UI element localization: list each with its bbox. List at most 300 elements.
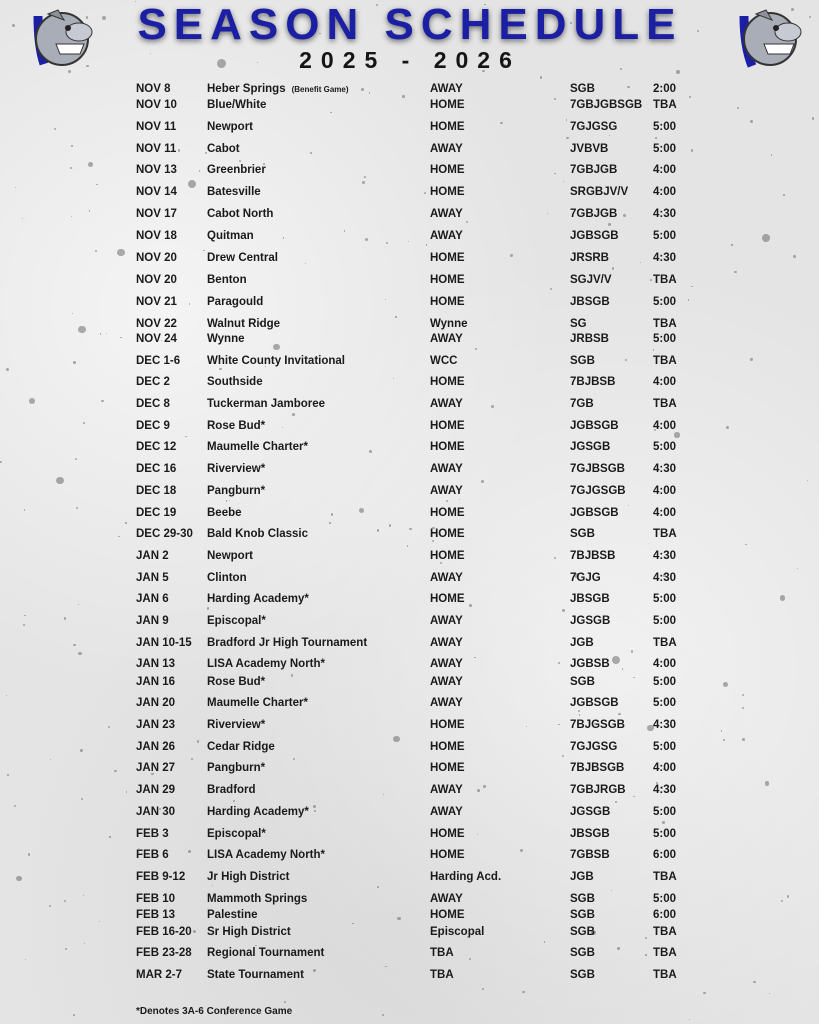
- opponent: Episcopal*: [207, 828, 266, 840]
- opponent: Pangburn*: [207, 762, 266, 774]
- teams: SRGBJV/V: [570, 186, 629, 198]
- game-time: TBA: [653, 947, 677, 959]
- texture-speck: [125, 522, 126, 523]
- texture-speck: [566, 137, 568, 139]
- game-time: 4:30: [653, 463, 677, 475]
- opponent: Regional Tournament: [207, 947, 325, 959]
- game-time: TBA: [653, 926, 677, 938]
- game-time: 5:00: [653, 296, 677, 308]
- game-date: FEB 6: [136, 849, 169, 861]
- teams: JGBSGB: [570, 230, 619, 242]
- schedule-row: [0, 463, 819, 476]
- texture-speck: [734, 271, 737, 274]
- schedule-row: [0, 871, 819, 884]
- opponent: Drew Central: [207, 252, 278, 264]
- game-date: NOV 17: [136, 208, 177, 220]
- game-time: 4:30: [653, 550, 677, 562]
- game-time: 4:30: [653, 572, 677, 584]
- opponent: Episcopal*: [207, 615, 266, 627]
- game-time: 4:30: [653, 719, 677, 731]
- teams: JRBSB: [570, 333, 609, 345]
- game-time: 4:30: [653, 784, 677, 796]
- game-time: TBA: [653, 969, 677, 981]
- opponent: Greenbrier: [207, 164, 266, 176]
- schedule-row: [0, 828, 819, 841]
- teams: SGB: [570, 909, 595, 921]
- season-years: 2025 - 2026: [299, 47, 521, 73]
- schedule-row: [0, 230, 819, 243]
- texture-speck: [674, 432, 679, 437]
- game-date: NOV 22: [136, 318, 177, 330]
- opponent: Quitman: [207, 230, 254, 242]
- schedule-row: [0, 926, 819, 939]
- texture-speck: [219, 368, 221, 370]
- schedule-row: [0, 893, 819, 906]
- game-time: 5:00: [653, 441, 677, 453]
- game-date: NOV 8: [136, 83, 171, 95]
- opponent: Cabot North: [207, 208, 274, 220]
- teams: 7GBJGB: [570, 208, 618, 220]
- game-time: 4:30: [653, 252, 677, 264]
- schedule-row: [0, 83, 819, 96]
- game-note: (Benefit Game): [291, 85, 349, 94]
- game-date: FEB 23-28: [136, 947, 192, 959]
- texture-speck: [615, 801, 617, 803]
- bulldog-logo-left: [24, 6, 96, 72]
- teams: 7GB: [570, 398, 594, 410]
- opponent: Rose Bud*: [207, 676, 266, 688]
- location: TBA: [430, 947, 454, 959]
- teams: JGB: [570, 637, 594, 649]
- teams: SGB: [570, 676, 595, 688]
- texture-speck: [563, 181, 564, 182]
- texture-speck: [81, 798, 83, 800]
- location: HOME: [430, 762, 465, 774]
- texture-speck: [578, 710, 580, 712]
- teams: 7GBSB: [570, 849, 610, 861]
- schedule-row: [0, 485, 819, 498]
- schedule-row: [0, 507, 819, 520]
- texture-speck: [797, 568, 798, 569]
- schedule-row: [0, 355, 819, 368]
- schedule-row: [0, 121, 819, 134]
- opponent: Wynne: [207, 333, 245, 345]
- texture-speck: [550, 288, 552, 290]
- teams: JBSGB: [570, 828, 610, 840]
- location: Wynne: [430, 318, 468, 330]
- texture-speck: [329, 522, 331, 524]
- location: HOME: [430, 376, 465, 388]
- location: WCC: [430, 355, 458, 367]
- texture-speck: [389, 524, 392, 527]
- texture-speck: [293, 758, 295, 760]
- location: HOME: [430, 528, 465, 540]
- game-date: JAN 2: [136, 550, 169, 562]
- schedule-row: [0, 99, 819, 112]
- opponent: LISA Academy North*: [207, 658, 326, 670]
- game-date: DEC 19: [136, 507, 177, 519]
- schedule-row: [0, 593, 819, 606]
- opponent: White County Invitational: [207, 355, 345, 367]
- opponent: Jr High District: [207, 871, 290, 883]
- game-time: 5:00: [653, 615, 677, 627]
- teams: JGBSB: [570, 658, 610, 670]
- game-date: JAN 30: [136, 806, 175, 818]
- teams: SG: [570, 318, 587, 330]
- teams: 7BJGSGB: [570, 719, 625, 731]
- teams: SGB: [570, 926, 595, 938]
- game-time: 5:00: [653, 121, 677, 133]
- teams: 7GBJGB: [570, 164, 618, 176]
- opponent: Clinton: [207, 572, 247, 584]
- schedule-row: [0, 441, 819, 454]
- location: HOME: [430, 274, 465, 286]
- texture-speck: [207, 607, 210, 610]
- texture-speck: [426, 244, 427, 245]
- texture-speck: [377, 886, 379, 888]
- texture-speck: [6, 368, 9, 371]
- game-time: 5:00: [653, 741, 677, 753]
- texture-speck: [233, 800, 235, 802]
- location: AWAY: [430, 572, 463, 584]
- game-time: 6:00: [653, 909, 677, 921]
- texture-speck: [459, 499, 460, 500]
- schedule-row: [0, 615, 819, 628]
- opponent: Paragould: [207, 296, 264, 308]
- location: AWAY: [430, 806, 463, 818]
- location: HOME: [430, 441, 465, 453]
- schedule-row: [0, 969, 819, 982]
- opponent: Cabot: [207, 143, 240, 155]
- texture-speck: [84, 943, 85, 944]
- texture-speck: [150, 53, 151, 54]
- game-time: 4:00: [653, 762, 677, 774]
- game-date: NOV 24: [136, 333, 177, 345]
- teams: JGB: [570, 871, 594, 883]
- texture-speck: [809, 16, 811, 18]
- footnote: *Denotes 3A-6 Conference Game: [136, 1006, 293, 1017]
- teams: SGB: [570, 83, 595, 95]
- game-date: DEC 1-6: [136, 355, 181, 367]
- teams: SGB: [570, 355, 595, 367]
- game-time: 4:30: [653, 208, 677, 220]
- schedule-row: [0, 376, 819, 389]
- schedule-row: [0, 186, 819, 199]
- schedule-row: [0, 658, 819, 671]
- location: TBA: [430, 969, 454, 981]
- texture-speck: [96, 184, 97, 185]
- game-date: DEC 12: [136, 441, 177, 453]
- game-date: FEB 13: [136, 909, 175, 921]
- texture-speck: [12, 24, 15, 27]
- teams: JRSRB: [570, 252, 609, 264]
- game-date: NOV 10: [136, 99, 177, 111]
- teams: JBSGB: [570, 296, 610, 308]
- texture-speck: [742, 694, 744, 696]
- texture-speck: [284, 1001, 286, 1003]
- game-date: NOV 20: [136, 274, 177, 286]
- location: Episcopal: [430, 926, 485, 938]
- schedule-row: [0, 208, 819, 221]
- texture-speck: [78, 652, 81, 655]
- game-date: DEC 2: [136, 376, 170, 388]
- opponent: Mammoth Springs: [207, 893, 308, 905]
- game-date: JAN 27: [136, 762, 175, 774]
- opponent: State Tournament: [207, 969, 304, 981]
- schedule-row: [0, 719, 819, 732]
- game-time: TBA: [653, 274, 677, 286]
- location: AWAY: [430, 463, 463, 475]
- schedule-row: [0, 762, 819, 775]
- opponent: Batesville: [207, 186, 261, 198]
- schedule-row: [0, 398, 819, 411]
- teams: JGSGB: [570, 615, 611, 627]
- game-time: TBA: [653, 637, 677, 649]
- schedule-row: [0, 849, 819, 862]
- teams: JGBSGB: [570, 697, 619, 709]
- game-time: TBA: [653, 398, 677, 410]
- game-time: 5:00: [653, 143, 677, 155]
- game-date: NOV 14: [136, 186, 177, 198]
- texture-speck: [167, 635, 168, 636]
- game-date: NOV 11: [136, 121, 177, 133]
- texture-speck: [562, 755, 564, 757]
- schedule-row: [0, 741, 819, 754]
- texture-speck: [609, 135, 610, 136]
- game-time: TBA: [653, 355, 677, 367]
- location: HOME: [430, 507, 465, 519]
- game-time: TBA: [653, 99, 677, 111]
- game-date: JAN 5: [136, 572, 169, 584]
- schedule-row: [0, 784, 819, 797]
- texture-speck: [75, 458, 77, 460]
- texture-speck: [662, 821, 665, 824]
- location: AWAY: [430, 230, 463, 242]
- opponent: Riverview*: [207, 463, 266, 475]
- texture-speck: [769, 993, 770, 994]
- game-date: JAN 10-15: [136, 637, 192, 649]
- texture-speck: [731, 244, 732, 245]
- opponent: Harding Academy*: [207, 593, 309, 605]
- texture-speck: [653, 349, 655, 351]
- location: HOME: [430, 909, 465, 921]
- texture-speck: [217, 59, 226, 68]
- game-time: 4:00: [653, 658, 677, 670]
- texture-speck: [689, 96, 691, 98]
- texture-speck: [212, 885, 213, 886]
- teams: 7GBJRGB: [570, 784, 626, 796]
- game-date: FEB 3: [136, 828, 169, 840]
- teams: 7GBJGBSGB: [570, 99, 643, 111]
- location: AWAY: [430, 398, 463, 410]
- location: HOME: [430, 164, 465, 176]
- texture-speck: [481, 480, 484, 483]
- game-date: JAN 13: [136, 658, 175, 670]
- texture-speck: [239, 160, 241, 162]
- teams: JGSGB: [570, 806, 611, 818]
- location: AWAY: [430, 615, 463, 627]
- opponent: Southside: [207, 376, 263, 388]
- texture-speck: [72, 313, 73, 314]
- location: HOME: [430, 99, 465, 111]
- game-date: JAN 9: [136, 615, 169, 627]
- game-time: 5:00: [653, 333, 677, 345]
- schedule-row: [0, 164, 819, 177]
- teams: JGBSGB: [570, 420, 619, 432]
- opponent-name: Heber Springs: [207, 83, 286, 95]
- teams: 7BJBSGB: [570, 762, 625, 774]
- location: HOME: [430, 296, 465, 308]
- schedule-row: [0, 676, 819, 689]
- texture-speck: [191, 758, 193, 760]
- opponent: Maumelle Charter*: [207, 441, 308, 453]
- location: HOME: [430, 121, 465, 133]
- schedule-row: [0, 947, 819, 960]
- location: HOME: [430, 252, 465, 264]
- opponent: Blue/White: [207, 99, 267, 111]
- game-date: DEC 29-30: [136, 528, 193, 540]
- opponent: Bradford Jr High Tournament: [207, 637, 368, 649]
- game-time: TBA: [653, 871, 677, 883]
- game-date: NOV 11: [136, 143, 177, 155]
- location: HOME: [430, 550, 465, 562]
- texture-speck: [676, 70, 679, 73]
- game-date: FEB 16-20: [136, 926, 192, 938]
- game-date: JAN 29: [136, 784, 175, 796]
- opponent: Tuckerman Jamboree: [207, 398, 326, 410]
- schedule-row: [0, 806, 819, 819]
- opponent: LISA Academy North*: [207, 849, 326, 861]
- game-time: 4:00: [653, 507, 677, 519]
- schedule-row: [0, 528, 819, 541]
- texture-speck: [446, 500, 448, 502]
- texture-speck: [255, 945, 256, 946]
- schedule-row: [0, 274, 819, 287]
- game-date: JAN 20: [136, 697, 175, 709]
- schedule-row: [0, 637, 819, 650]
- teams: 7GJGSG: [570, 121, 618, 133]
- schedule-row: [0, 333, 819, 346]
- texture-speck: [631, 650, 633, 652]
- opponent: Rose Bud*: [207, 420, 266, 432]
- game-date: MAR 2-7: [136, 969, 183, 981]
- texture-speck: [226, 500, 227, 501]
- opponent: Riverview*: [207, 719, 266, 731]
- teams: 7GJBSGB: [570, 463, 625, 475]
- location: AWAY: [430, 333, 463, 345]
- opponent: Maumelle Charter*: [207, 697, 308, 709]
- location: HOME: [430, 828, 465, 840]
- game-time: TBA: [653, 528, 677, 540]
- texture-speck: [562, 609, 564, 611]
- location: AWAY: [430, 697, 463, 709]
- opponent: Benton: [207, 274, 247, 286]
- game-time: 2:00: [653, 83, 677, 95]
- texture-speck: [185, 436, 186, 437]
- teams: SGB: [570, 528, 595, 540]
- schedule-row: [0, 252, 819, 265]
- game-date: DEC 8: [136, 398, 170, 410]
- game-time: 5:00: [653, 697, 677, 709]
- texture-speck: [50, 759, 51, 760]
- teams: JVBVB: [570, 143, 609, 155]
- location: HOME: [430, 186, 465, 198]
- texture-speck: [482, 988, 484, 990]
- location: HOME: [430, 593, 465, 605]
- location: HOME: [430, 741, 465, 753]
- texture-speck: [812, 117, 815, 120]
- game-time: 5:00: [653, 230, 677, 242]
- opponent: Newport: [207, 121, 253, 133]
- schedule-row: [0, 143, 819, 156]
- game-time: 4:00: [653, 420, 677, 432]
- teams: 7GJG: [570, 572, 601, 584]
- game-time: 5:00: [653, 893, 677, 905]
- location: AWAY: [430, 637, 463, 649]
- texture-speck: [382, 1014, 384, 1016]
- game-date: NOV 13: [136, 164, 177, 176]
- texture-speck: [362, 181, 365, 184]
- opponent: Bradford: [207, 784, 256, 796]
- opponent: [207, 83, 427, 96]
- texture-speck: [807, 480, 808, 481]
- game-time: 5:00: [653, 828, 677, 840]
- game-date: FEB 10: [136, 893, 175, 905]
- game-date: DEC 18: [136, 485, 177, 497]
- schedule-row: [0, 318, 819, 331]
- texture-speck: [385, 966, 387, 968]
- opponent: Beebe: [207, 507, 242, 519]
- location: HOME: [430, 849, 465, 861]
- texture-speck: [655, 137, 656, 138]
- texture-speck: [611, 890, 612, 891]
- texture-speck: [522, 991, 525, 994]
- texture-speck: [628, 505, 629, 506]
- teams: SGJV/V: [570, 274, 612, 286]
- teams: JGBSGB: [570, 507, 619, 519]
- game-time: 5:00: [653, 593, 677, 605]
- game-time: 6:00: [653, 849, 677, 861]
- schedule-row: [0, 550, 819, 563]
- texture-speck: [229, 500, 230, 501]
- game-date: DEC 9: [136, 420, 170, 432]
- texture-speck: [745, 544, 746, 545]
- game-time: 5:00: [653, 806, 677, 818]
- opponent: Walnut Ridge: [207, 318, 281, 330]
- opponent: Pangburn*: [207, 485, 266, 497]
- game-date: JAN 26: [136, 741, 175, 753]
- location: AWAY: [430, 143, 463, 155]
- location: AWAY: [430, 676, 463, 688]
- texture-speck: [56, 477, 64, 485]
- texture-speck: [544, 941, 546, 943]
- schedule-row: [0, 909, 819, 922]
- location: AWAY: [430, 784, 463, 796]
- texture-speck: [73, 1014, 75, 1016]
- location: AWAY: [430, 658, 463, 670]
- texture-speck: [618, 713, 621, 716]
- game-time: 4:00: [653, 376, 677, 388]
- location: Harding Acd.: [430, 871, 502, 883]
- opponent: Harding Academy*: [207, 806, 309, 818]
- texture-speck: [475, 348, 477, 350]
- teams: 7BJBSB: [570, 550, 616, 562]
- page-title: SEASON SCHEDULE: [137, 0, 683, 49]
- texture-speck: [540, 76, 543, 79]
- game-date: FEB 9-12: [136, 871, 186, 883]
- opponent: Palestine: [207, 909, 258, 921]
- schedule-row: [0, 296, 819, 309]
